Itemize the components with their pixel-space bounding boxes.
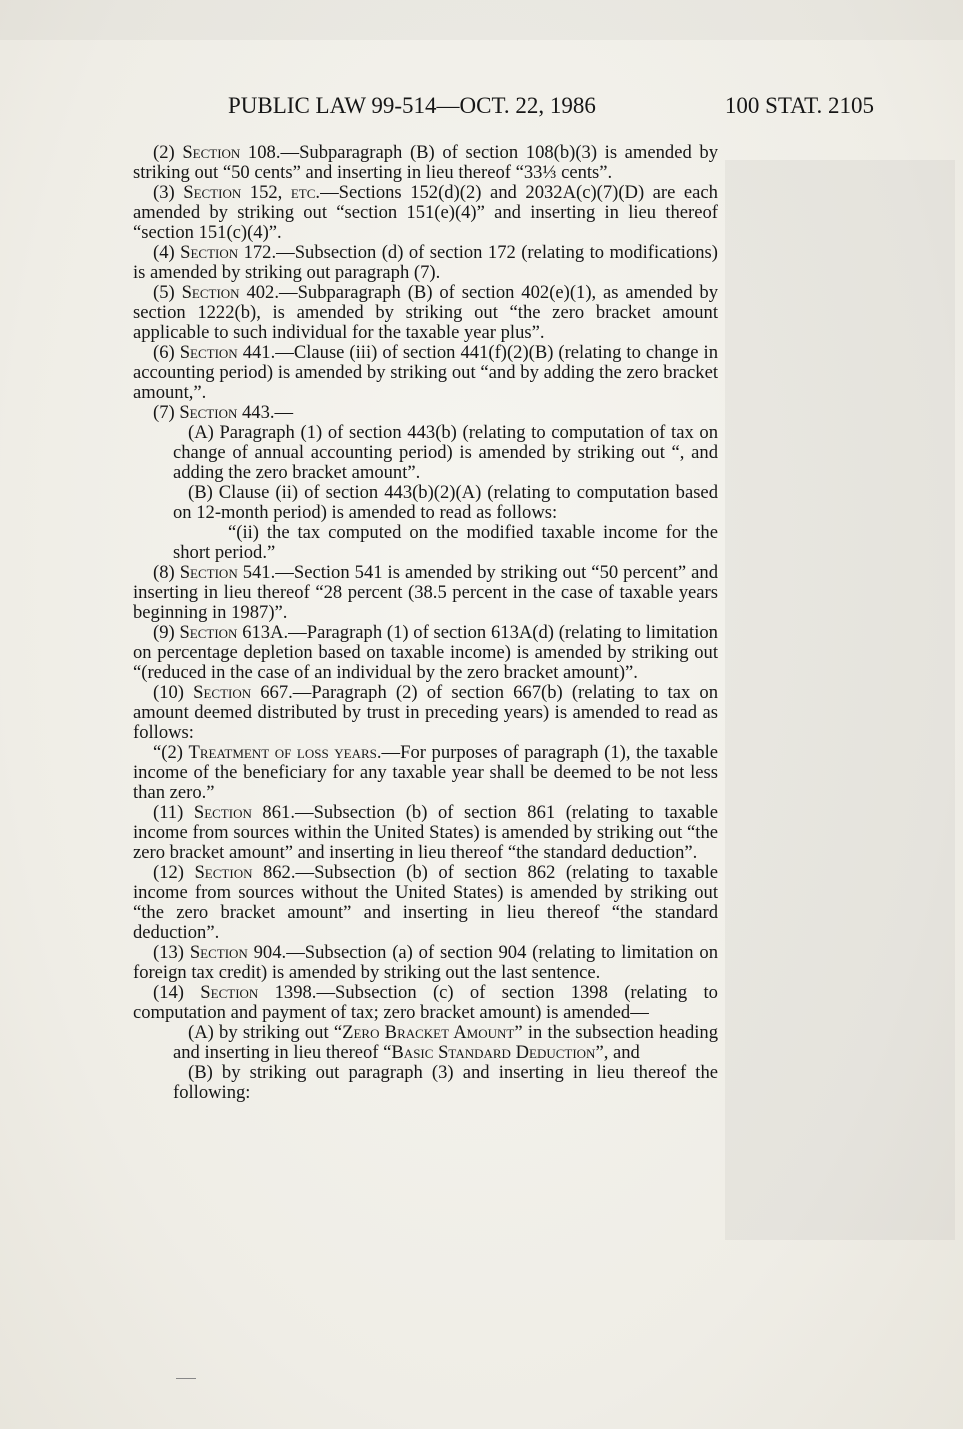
section-443-subparagraph-b: (B) Clause (ii) of section 443(b)(2)(A) (relating to computation based on 12-month period) is amended to read as follows: bbox=[173, 482, 718, 523]
document-body bbox=[133, 143, 718, 1103]
section-heading: Section 1398. bbox=[200, 982, 317, 1003]
section-heading: Section 441. bbox=[179, 342, 276, 363]
show-through-right bbox=[725, 160, 955, 1240]
section-heading: Section 172. bbox=[180, 242, 277, 263]
section-541-paragraph: (8) Section 541.—Section 541 is amended by striking out “50 percent” and inserting in lieu thereof “28 percent (38.5 percent in the case of taxable years beginning in 1987)”. bbox=[133, 562, 718, 623]
section-heading: Section 667. bbox=[193, 682, 293, 703]
section-heading: Section 613A. bbox=[179, 622, 289, 643]
section-heading: Section 152, etc. bbox=[183, 182, 321, 203]
page-header bbox=[228, 93, 874, 121]
section-667-paragraph: (10) Section 667.—Paragraph (2) of section 667(b) (relating to tax on amount deemed distributed by trust in preceding years) is amended to read as follows: bbox=[133, 682, 718, 743]
section-152-paragraph: (3) Section 152, etc.—Sections 152(d)(2) and 2032A(c)(7)(D) are each amended by striking out “section 151(e)(4)” and inserting in lieu thereof “section 151(c)(4)”. bbox=[133, 182, 718, 243]
section-108-paragraph: (2) Section 108.—Subparagraph (B) of section 108(b)(3) is amended by striking out “50 cents” and inserting in lieu thereof “33⅓ cents”. bbox=[133, 142, 718, 183]
section-heading: Section 861. bbox=[193, 802, 295, 823]
section-heading: Section 541. bbox=[179, 562, 276, 583]
section-667-quoted-paragraph: “(2) Treatment of loss years.—For purposes of paragraph (1), the taxable income of the beneficiary for any taxable year shall be deemed to be not less than zero.” bbox=[133, 742, 718, 803]
section-heading: Section 402. bbox=[181, 282, 279, 303]
section-443-paragraph: (7) Section 443.— bbox=[153, 402, 294, 423]
scan-mark bbox=[176, 1378, 196, 1379]
section-heading: Section 862. bbox=[194, 862, 296, 883]
section-443-quoted-clause: “(ii) the tax computed on the modified taxable income for the short period.” bbox=[173, 522, 718, 563]
section-heading: Section 904. bbox=[189, 942, 287, 963]
section-402-paragraph: (5) Section 402.—Subparagraph (B) of section 402(e)(1), as amended by section 1222(b), is amended by striking out “the zero bracket amount applicable to such individual for the taxable year plus”. bbox=[133, 282, 718, 343]
section-heading: Section 443. bbox=[179, 402, 275, 423]
section-1398-subparagraph-b: (B) by striking out paragraph (3) and inserting in lieu thereof the following: bbox=[173, 1062, 718, 1103]
section-861-paragraph: (11) Section 861.—Subsection (b) of section 861 (relating to taxable income from sources within the United States) is amended by striking out “the zero bracket amount” and inserting in lieu thereof “the standard deduction”. bbox=[133, 802, 718, 863]
section-443-subparagraph-a: (A) Paragraph (1) of section 443(b) (relating to computation of tax on change of annual accounting period) is amended by striking out “, and adding the zero bracket amount”. bbox=[173, 422, 718, 483]
section-1398-paragraph: (14) Section 1398.—Subsection (c) of section 1398 (relating to computation and payment of tax; zero bracket amount) is amended— bbox=[133, 982, 718, 1023]
show-through-top bbox=[0, 0, 963, 40]
section-862-paragraph: (12) Section 862.—Subsection (b) of section 862 (relating to taxable income from sources without the United States) is amended by striking out “the zero bracket amount” and inserting in lieu thereof “the standard deduction”. bbox=[133, 862, 718, 943]
section-613a-paragraph: (9) Section 613A.—Paragraph (1) of section 613A(d) (relating to limitation on percentage depletion based on taxable income) is amended by striking out “(reduced in the case of an individual by the zero bracket amount)”. bbox=[133, 622, 718, 683]
header-public-law: PUBLIC LAW 99-514—OCT. 22, 1986 bbox=[228, 93, 596, 118]
quoted-heading: Treatment of loss years. bbox=[188, 742, 382, 763]
section-172-paragraph: (4) Section 172.—Subsection (d) of section 172 (relating to modifications) is amended by striking out paragraph (7). bbox=[133, 242, 718, 283]
section-heading: Section 108. bbox=[182, 142, 281, 163]
header-stat-page: 100 STAT. 2105 bbox=[724, 93, 874, 118]
section-1398-subparagraph-a: (A) by striking out “Zero Bracket Amount” in the subsection heading and inserting in lieu thereof “Basic Standard Deduction”, and bbox=[173, 1022, 719, 1063]
section-441-paragraph: (6) Section 441.—Clause (iii) of section 441(f)(2)(B) (relating to change in accounting period) is amended by striking out “and by adding the zero bracket amount,”. bbox=[133, 342, 718, 403]
section-904-paragraph: (13) Section 904.—Subsection (a) of section 904 (relating to limitation on foreign tax credit) is amended by striking out the last sentence. bbox=[133, 942, 718, 983]
